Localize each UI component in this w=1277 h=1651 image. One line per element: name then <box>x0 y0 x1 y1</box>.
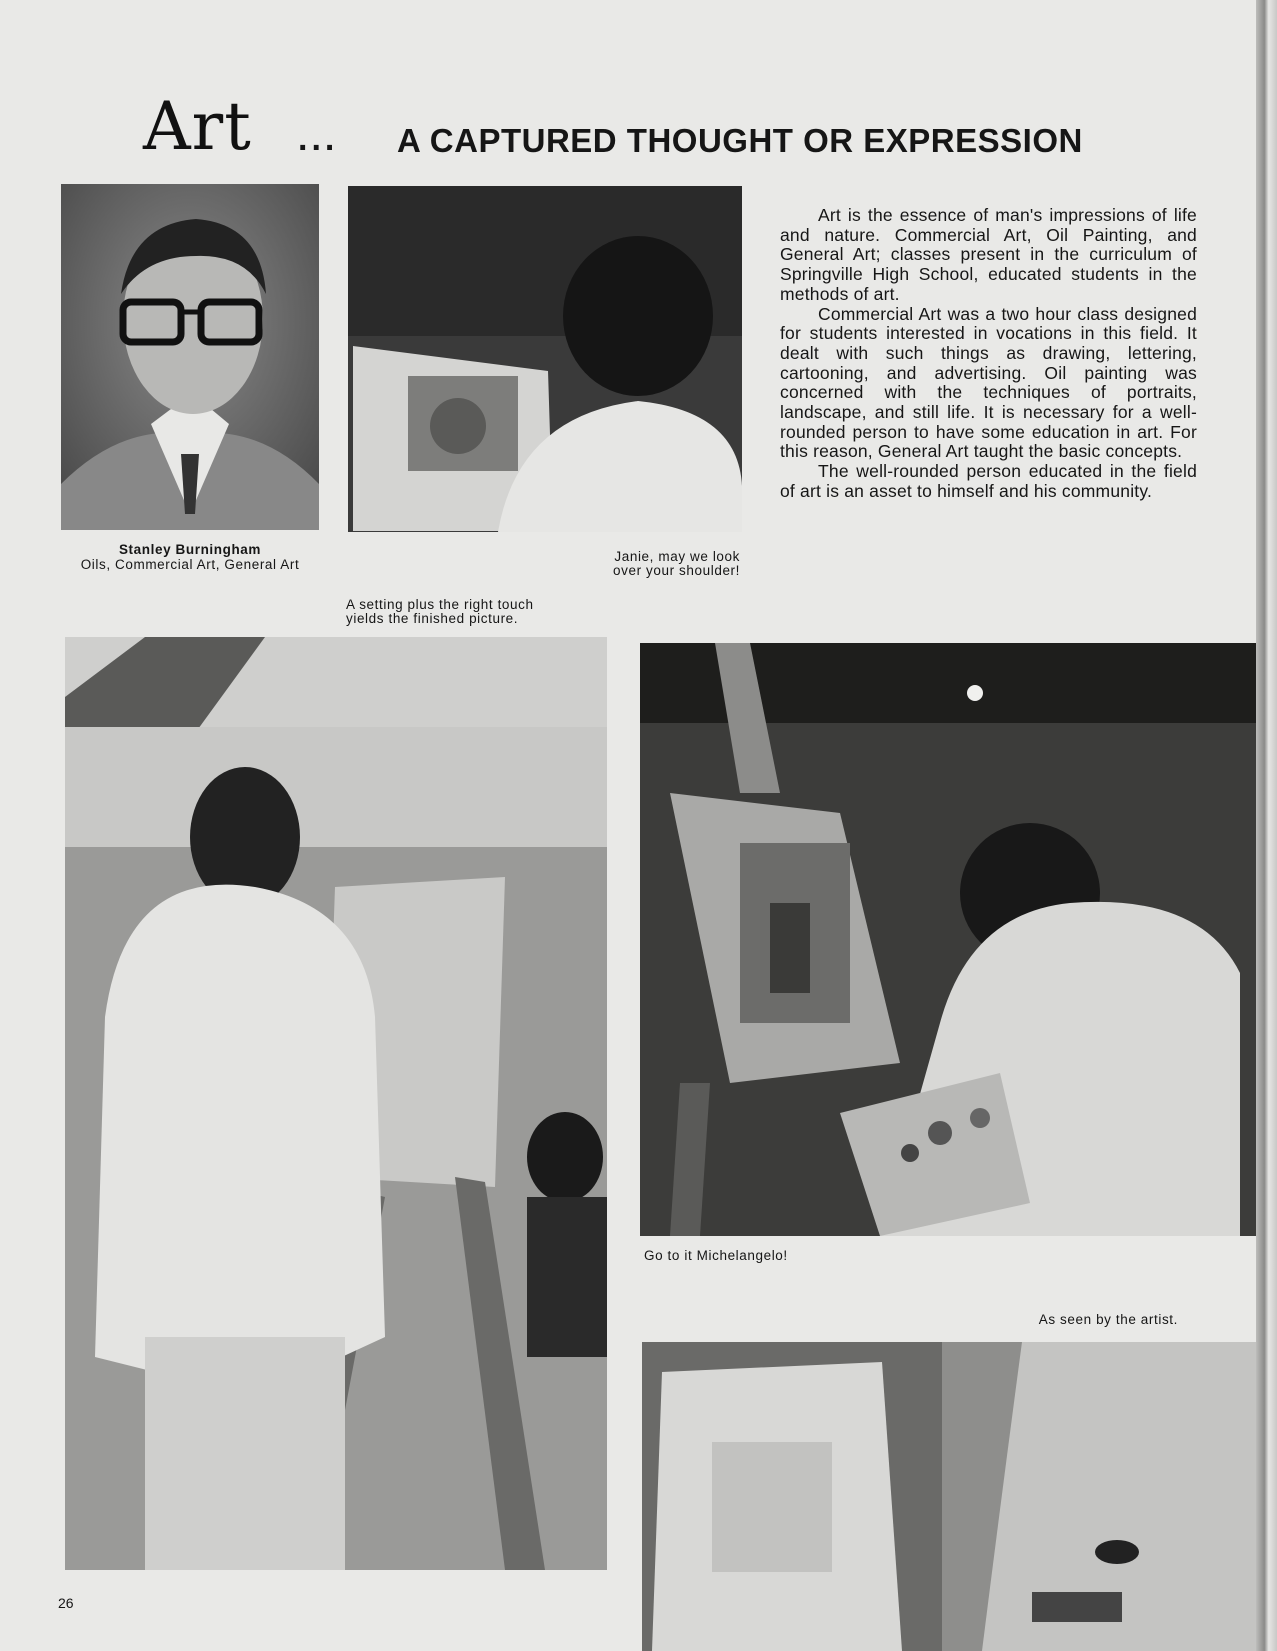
michelangelo-caption: Go to it Michelangelo! <box>644 1248 788 1263</box>
teacher-name: Stanley Burningham <box>118 542 262 557</box>
janie-caption-line2: over your shoulder! <box>613 563 740 578</box>
artist-view-photo <box>642 1342 1256 1651</box>
binding-edge <box>1256 0 1277 1651</box>
page-subtitle: A CAPTURED THOUGHT OR EXPRESSION <box>397 122 1083 159</box>
body-paragraph-3: The well-rounded person educated in the field of art is an asset to himself and his community. <box>780 461 1197 501</box>
janie-painting-photo <box>348 186 742 532</box>
janie-caption-line1: Janie, may we look <box>614 549 740 564</box>
article-body <box>780 206 1197 502</box>
page-title: Art <box>143 88 252 165</box>
body-paragraph-2: Commercial Art was a two hour class designed for students interested in vocations in this field. It dealt with such things as drawing, lettering, cartooning, and advertising. Oil painting was concerned with the techniques of portraits, landscape, and still life. It is necessary for a well-rounded person to have some education in art. For this reason, General Art taught the basic concepts. <box>780 303 1197 462</box>
artist-caption: As seen by the artist. <box>1038 1312 1178 1327</box>
teacher-portrait-photo <box>61 184 319 530</box>
setting-caption-line1: A setting plus the right touch <box>346 597 534 612</box>
teacher-subjects: Oils, Commercial Art, General Art <box>80 557 300 572</box>
page-number: 26 <box>58 1595 74 1611</box>
title-ellipsis: ... <box>298 120 339 158</box>
student-at-easel-photo <box>65 637 607 1570</box>
setting-caption-line2: yields the finished picture. <box>346 611 519 626</box>
student-palette-photo <box>640 643 1256 1236</box>
body-paragraph-1: Art is the essence of man's impressions of life and nature. Commercial Art, Oil Painting, and General Art; classes present in the curriculum of Springville High School, educated students in the methods of art. <box>780 205 1197 304</box>
